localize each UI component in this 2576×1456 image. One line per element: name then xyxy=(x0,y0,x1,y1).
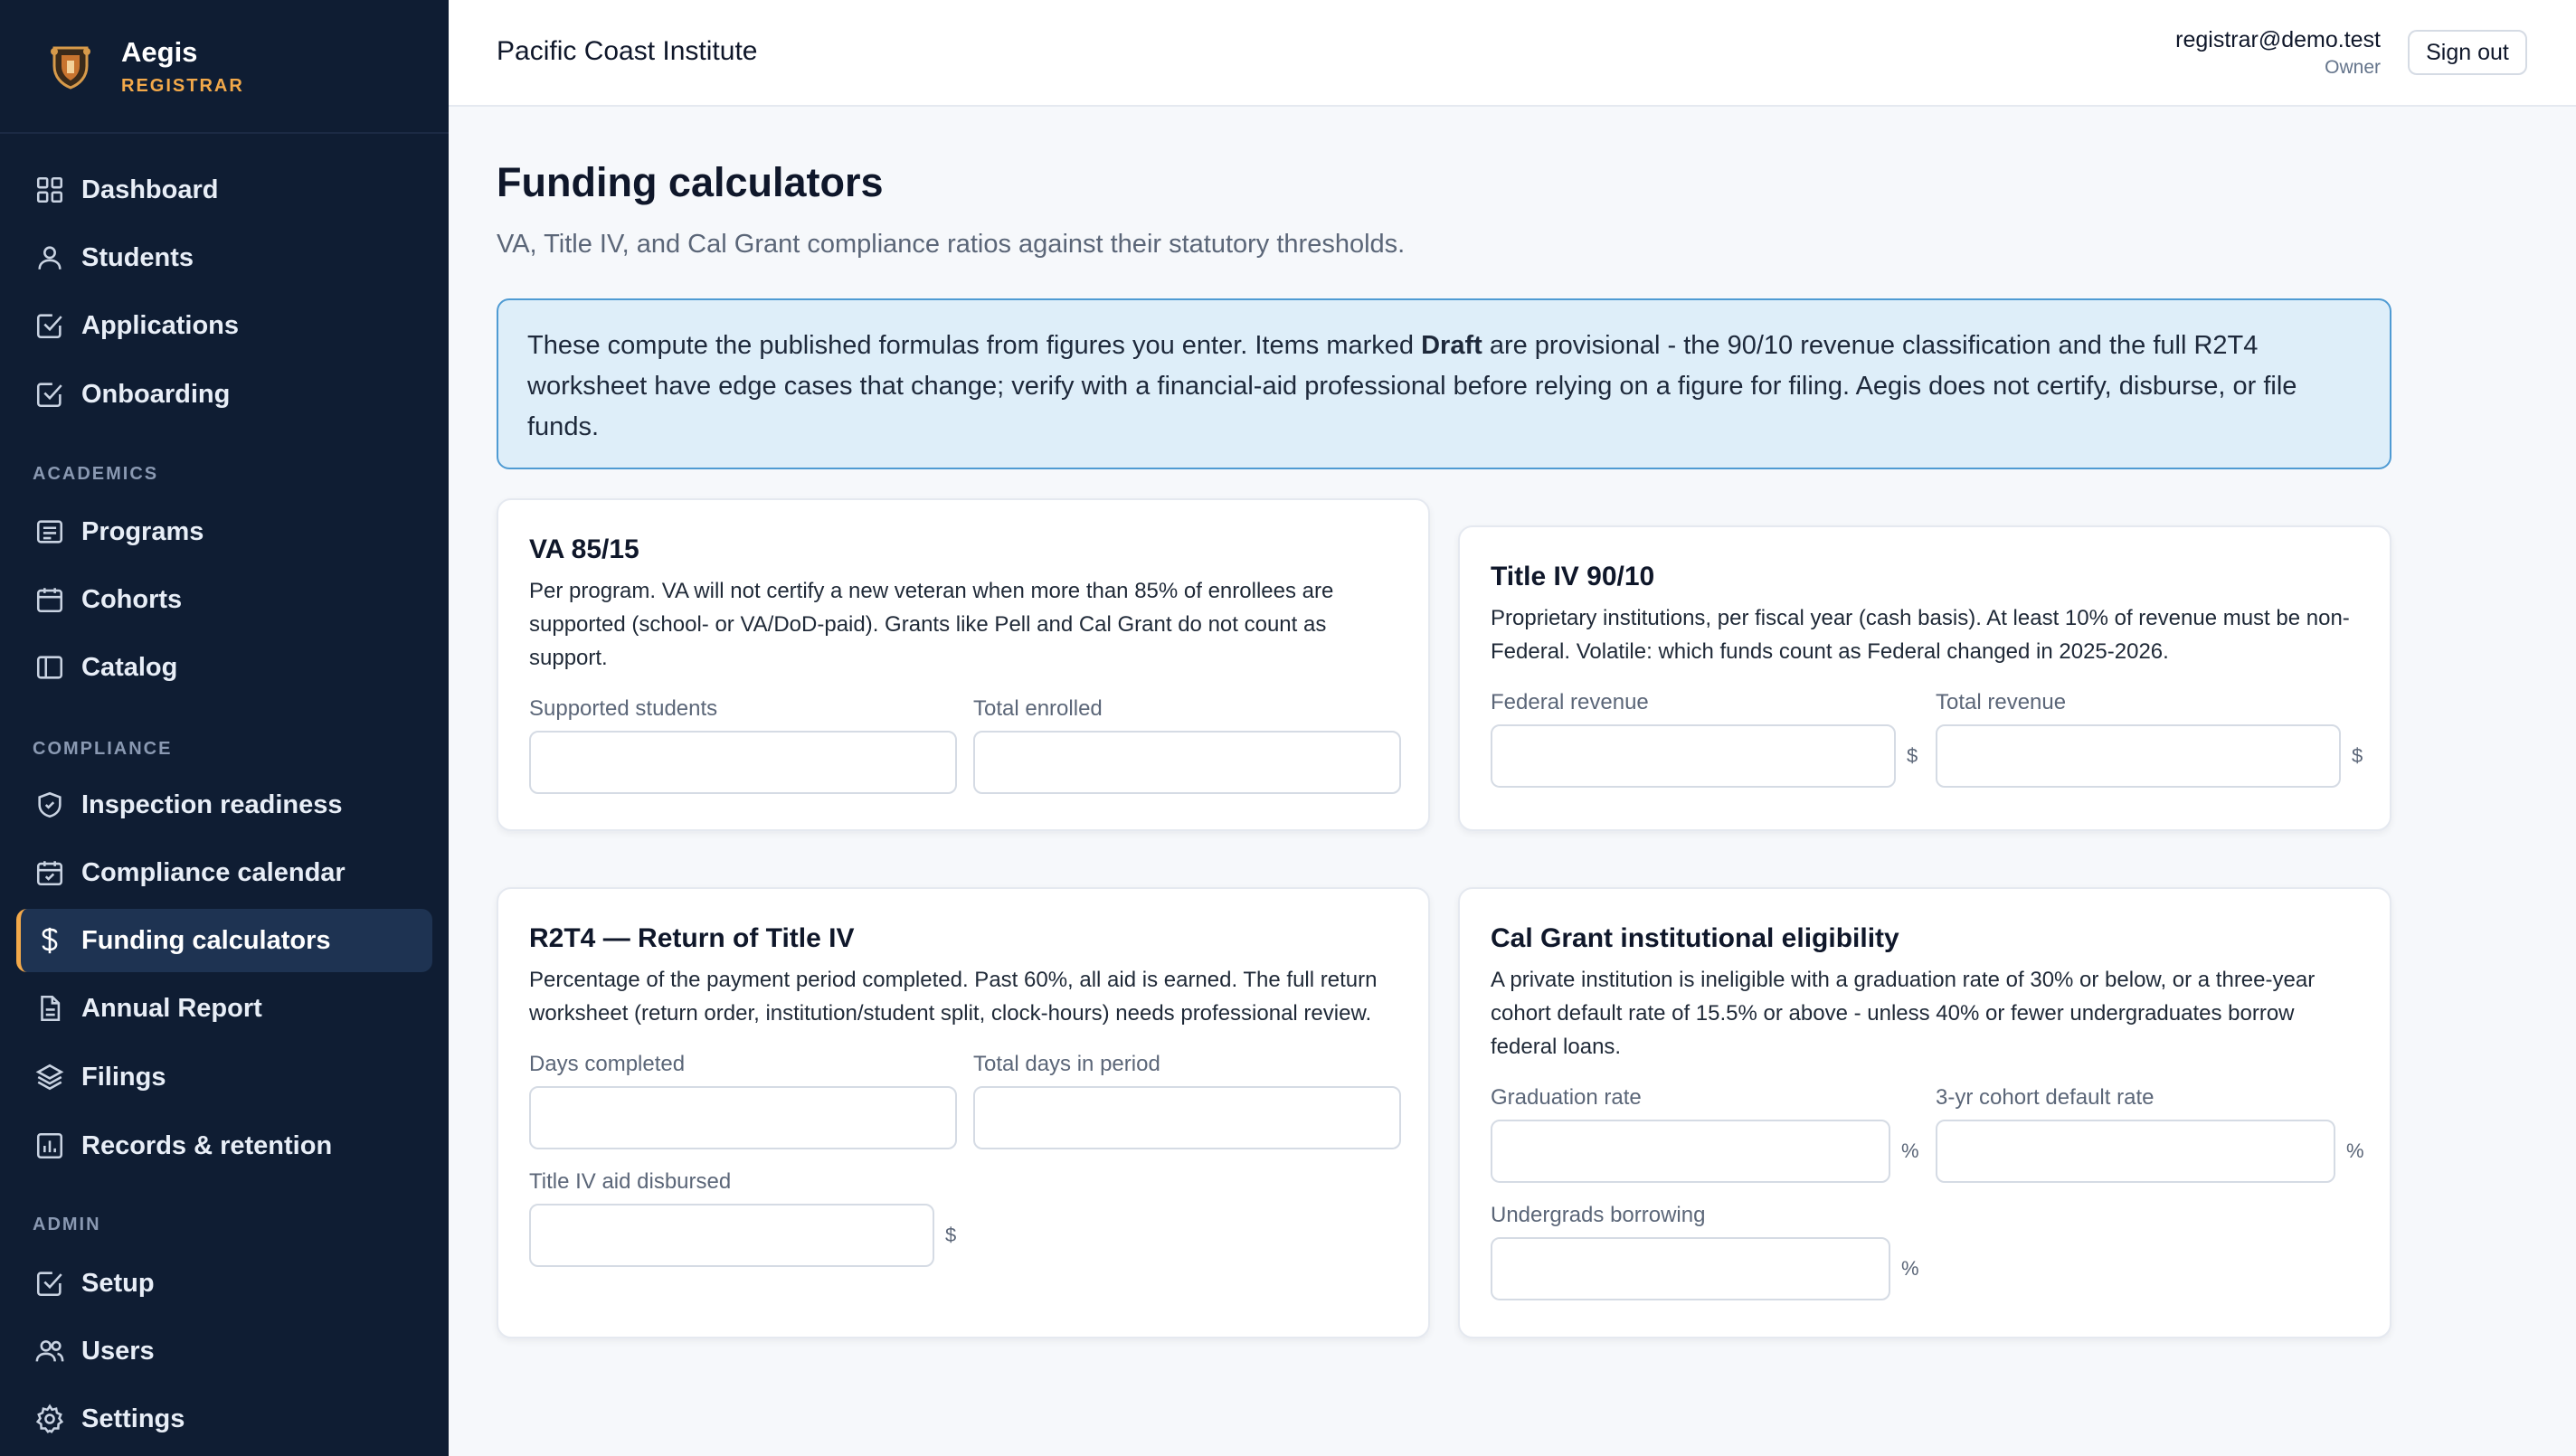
percent-unit: % xyxy=(1901,1257,1919,1280)
calendar-icon xyxy=(34,584,65,615)
field-label: Total revenue xyxy=(1936,690,2067,714)
brand-name: Aegis xyxy=(121,35,198,68)
cal-grant-card xyxy=(1458,887,2391,1338)
sidebar-item-label: Settings xyxy=(81,1404,185,1433)
list-icon xyxy=(34,516,65,547)
cohort-default-rate-field xyxy=(1936,1085,2364,1183)
page-title: Funding calculators xyxy=(497,159,884,205)
sign-out-button[interactable]: Sign out xyxy=(2408,30,2527,75)
checkbox-icon xyxy=(34,1268,65,1299)
cohort-default-rate-input[interactable] xyxy=(1936,1120,2335,1183)
sidebar-item-label: Annual Report xyxy=(81,993,262,1023)
sidebar-item-filings[interactable] xyxy=(16,1045,432,1109)
sidebar-item-label: Dashboard xyxy=(81,175,219,204)
sidebar-item-annual-report[interactable] xyxy=(16,977,432,1040)
nav-group-compliance: COMPLIANCE xyxy=(33,739,173,759)
gear-icon xyxy=(34,1404,65,1434)
field-label: Federal revenue xyxy=(1491,690,1649,714)
document-icon xyxy=(34,993,65,1024)
field-label: Graduation rate xyxy=(1491,1085,1642,1110)
field-label: Days completed xyxy=(529,1052,686,1076)
sidebar-item-programs[interactable] xyxy=(16,500,432,563)
percent-unit: % xyxy=(1901,1139,1919,1162)
bar-chart-icon xyxy=(34,1130,65,1161)
field-label: Total days in period xyxy=(973,1052,1160,1076)
notice-draft-label: Draft xyxy=(1421,331,1482,360)
currency-unit: $ xyxy=(945,1224,957,1246)
sidebar-item-records-retention[interactable] xyxy=(16,1114,432,1177)
sidebar-item-onboarding[interactable] xyxy=(16,363,432,426)
field-label: Undergrads borrowing xyxy=(1491,1203,1706,1227)
sidebar-item-label: Users xyxy=(81,1336,155,1366)
sidebar-item-label: Applications xyxy=(81,310,240,340)
total-days-input[interactable] xyxy=(973,1086,1401,1149)
total-revenue-field xyxy=(1936,690,2364,788)
sidebar-item-label: Onboarding xyxy=(81,379,231,409)
field-label: Supported students xyxy=(529,696,718,721)
federal-revenue-input[interactable] xyxy=(1491,724,1896,788)
checkbox-icon xyxy=(34,379,65,410)
undergrads-borrowing-field xyxy=(1491,1203,1919,1300)
card-description: Proprietary institutions, per fiscal year (cash basis). At least 10% of revenue must be non-Federal. Volatile: which funds count as Federal changed in 2025-2026. xyxy=(1491,606,2350,664)
dashboard-icon xyxy=(34,175,65,205)
card-description: Per program. VA will not certify a new veteran when more than 85% of enrollees are supported (school- or VA/DoD-paid). Grants like Pell and Cal Grant do not count as support. xyxy=(529,579,1334,670)
total-days-field xyxy=(973,1052,1401,1149)
card-title: Cal Grant institutional eligibility xyxy=(1491,923,1899,953)
calendar-check-icon xyxy=(34,857,65,888)
sidebar-item-compliance-calendar[interactable] xyxy=(16,841,432,904)
checkbox-icon xyxy=(34,310,65,341)
crest-logo-icon xyxy=(45,41,96,91)
graduation-rate-field xyxy=(1491,1085,1919,1183)
user-email: registrar@demo.test xyxy=(2175,27,2381,52)
sidebar-item-applications[interactable] xyxy=(16,294,432,357)
percent-unit: % xyxy=(2346,1139,2364,1162)
card-title: Title IV 90/10 xyxy=(1491,562,1655,591)
sidebar-item-cohorts[interactable] xyxy=(16,568,432,631)
sidebar-item-inspection-readiness[interactable] xyxy=(16,773,432,837)
nav-group-admin: ADMIN xyxy=(33,1215,101,1234)
sidebar-item-label: Programs xyxy=(81,516,204,546)
currency-unit: $ xyxy=(1907,744,1918,767)
supported-students-field xyxy=(529,696,957,794)
sidebar-item-label: Filings xyxy=(81,1062,166,1092)
days-completed-input[interactable] xyxy=(529,1086,957,1149)
field-label: 3-yr cohort default rate xyxy=(1936,1085,2155,1110)
topbar xyxy=(449,0,2576,107)
sidebar xyxy=(0,0,449,1456)
r2t4-card xyxy=(497,887,1430,1338)
federal-revenue-field xyxy=(1491,690,1919,788)
brand[interactable] xyxy=(0,0,449,134)
aid-disbursed-field xyxy=(529,1169,958,1267)
sidebar-item-settings[interactable] xyxy=(16,1387,432,1451)
sidebar-item-funding-calculators[interactable] xyxy=(16,909,432,972)
sidebar-item-catalog[interactable] xyxy=(16,636,432,699)
total-revenue-input[interactable] xyxy=(1936,724,2341,788)
nav-group-academics: ACADEMICS xyxy=(33,464,159,484)
currency-unit: $ xyxy=(2352,744,2363,767)
notice-text-before: These compute the published formulas from figures you enter. Items marked xyxy=(527,331,1422,360)
book-icon xyxy=(34,652,65,683)
sidebar-item-label: Records & retention xyxy=(81,1130,333,1160)
card-title: R2T4 — Return of Title IV xyxy=(529,923,855,953)
sidebar-item-users[interactable] xyxy=(16,1319,432,1383)
sidebar-item-label: Students xyxy=(81,242,194,272)
sidebar-item-label: Setup xyxy=(81,1268,155,1298)
days-completed-field xyxy=(529,1052,957,1149)
va-85-15-card xyxy=(497,498,1430,831)
undergrads-borrowing-input[interactable] xyxy=(1491,1237,1890,1300)
page-subtitle: VA, Title IV, and Cal Grant compliance ratios against their statutory thresholds. xyxy=(497,230,1406,259)
sidebar-item-students[interactable] xyxy=(16,226,432,289)
user-block xyxy=(2175,27,2381,79)
graduation-rate-input[interactable] xyxy=(1491,1120,1890,1183)
sidebar-item-label: Inspection readiness xyxy=(81,789,343,819)
user-icon xyxy=(34,242,65,273)
sidebar-item-label: Compliance calendar xyxy=(81,857,346,887)
supported-students-input[interactable] xyxy=(529,731,957,794)
card-title: VA 85/15 xyxy=(529,534,639,564)
brand-subtitle: REGISTRAR xyxy=(121,75,244,96)
card-description: A private institution is ineligible with a graduation rate of 30% or below, or a three-year cohort default rate of 15.5% or above - unless 40% or fewer undergraduates borrow federal loans. xyxy=(1491,968,2316,1059)
sidebar-item-label: Catalog xyxy=(81,652,178,682)
aid-disbursed-input[interactable] xyxy=(529,1204,934,1267)
layers-icon xyxy=(34,1062,65,1092)
total-enrolled-input[interactable] xyxy=(973,731,1401,794)
draft-notice xyxy=(497,298,2391,469)
field-label: Total enrolled xyxy=(973,696,1103,721)
users-icon xyxy=(34,1336,65,1366)
title-iv-90-10-card xyxy=(1458,525,2391,831)
sidebar-item-label: Cohorts xyxy=(81,584,183,614)
sidebar-item-dashboard[interactable] xyxy=(16,158,432,222)
sidebar-item-setup[interactable] xyxy=(16,1252,432,1315)
sidebar-item-label: Funding calculators xyxy=(81,925,331,955)
total-enrolled-field xyxy=(973,696,1401,794)
notice-text-after: are provisional - the 90/10 revenue classification and the full R2T4 worksheet have edge cases that change; verify with a financial-aid professional before relying on a figure for filing. Aegis does not certify, disburse, or file funds. xyxy=(527,331,2297,441)
organization-name: Pacific Coast Institute xyxy=(497,36,758,66)
shield-icon xyxy=(34,789,65,820)
dollar-icon xyxy=(34,925,65,956)
user-role: Owner xyxy=(2325,57,2381,78)
field-label: Title IV aid disbursed xyxy=(529,1169,732,1194)
card-description: Percentage of the payment period completed. Past 60%, all aid is earned. The full return worksheet (return order, institution/student split, clock-hours) needs professional review. xyxy=(529,968,1378,1026)
